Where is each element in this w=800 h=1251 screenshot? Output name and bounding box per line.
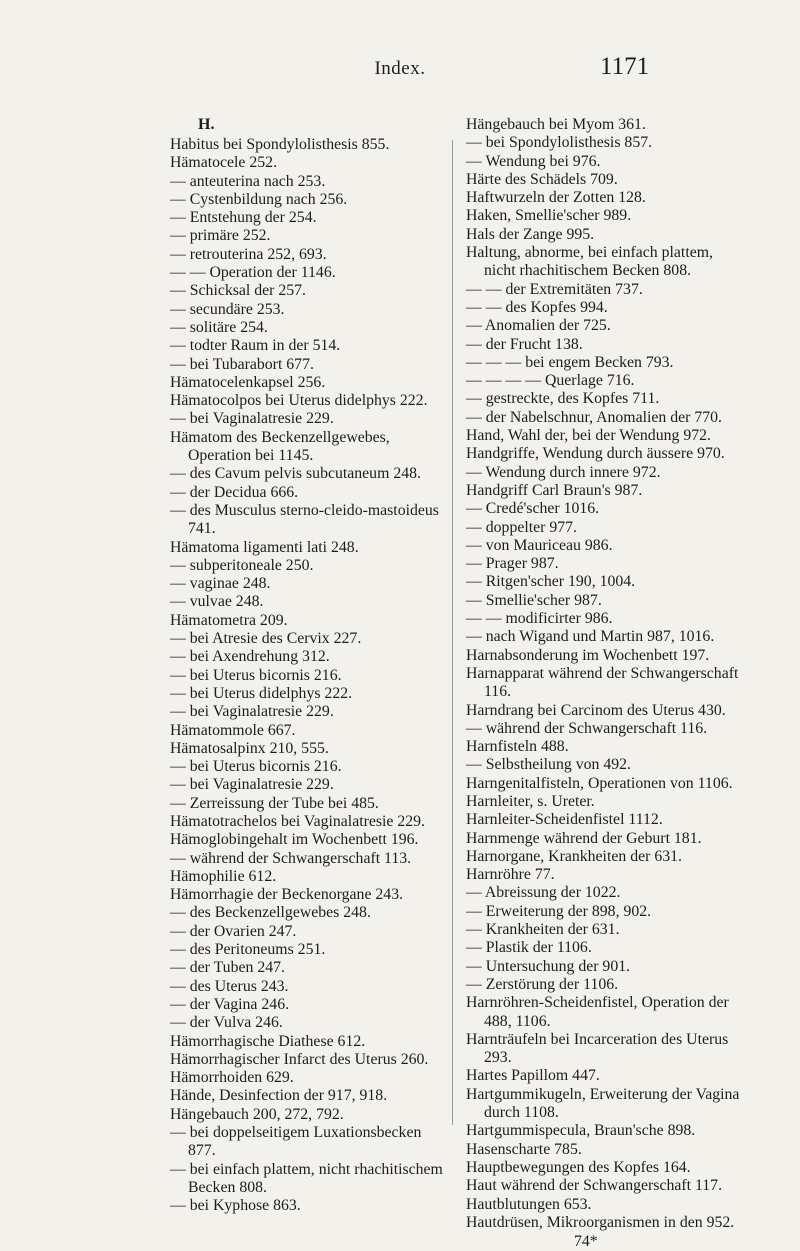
index-entry: Haltung, abnorme, bei einfach plattem, nicht rhachitischem Becken 808.: [466, 244, 713, 280]
index-entry: — der Ovarien 247.: [170, 922, 297, 940]
index-entry: — — — — Querlage 716.: [466, 372, 635, 390]
index-entry: — secundäre 253.: [170, 300, 285, 318]
running-header-title: Index.: [374, 58, 426, 79]
index-entry: — bei Uterus bicornis 216.: [170, 758, 342, 776]
index-entry: — bei Spondylolisthesis 857.: [466, 134, 653, 152]
index-entry: — des Peritoneums 251.: [170, 941, 326, 959]
index-entry: — bei Kyphose 863.: [170, 1197, 301, 1215]
index-entry: — Zerstörung der 1106.: [466, 975, 619, 993]
index-entry: Harnröhre 77.: [466, 866, 555, 884]
index-entry: — Anomalien der 725.: [466, 317, 611, 335]
index-entry: Hals der Zange 995.: [466, 225, 595, 243]
index-entry: Haken, Smellie'scher 989.: [466, 207, 632, 225]
index-entry: — des Uterus 243.: [170, 977, 289, 995]
index-entry: Harndrang bei Carcinom des Uterus 430.: [466, 701, 726, 719]
index-entry: Hämorrhoiden 629.: [170, 1069, 294, 1087]
index-entry: — Credé'scher 1016.: [466, 500, 600, 518]
index-column-right: [466, 116, 746, 1251]
index-entry: Härte des Schädels 709.: [466, 170, 618, 188]
index-entry: Hartgummikugeln, Erweiterung der Vagina durch 1108.: [466, 1085, 740, 1122]
signature-mark: 74*: [574, 1233, 598, 1251]
index-entry: Hämatom des Beckenzellgewebes, Operation bei 1145.: [170, 428, 390, 465]
index-entry: Hängebauch 200, 272, 792.: [170, 1105, 344, 1123]
index-entry: Harnträufeln bei Incarceration des Uterus 293.: [466, 1030, 729, 1067]
index-entry: — bei Vaginalatresie 229.: [170, 776, 334, 794]
page-number: 1171: [600, 53, 650, 80]
index-entry: — Selbstheilung von 492.: [466, 756, 631, 774]
index-entry: — Entstehung der 254.: [170, 209, 317, 227]
index-entry: — der Vulva 246.: [170, 1014, 283, 1032]
index-entry: — Zerreissung der Tube bei 485.: [170, 794, 379, 812]
index-entry: — gestreckte, des Kopfes 711.: [466, 390, 660, 408]
index-entry: — — Operation der 1146.: [170, 264, 336, 282]
index-entry: Harnleiter, s. Ureter.: [466, 792, 595, 810]
index-entry: Harnröhren-Scheidenfistel, Operation der 488, 1106.: [466, 994, 729, 1030]
index-entry: — Cystenbildung nach 256.: [170, 190, 348, 208]
index-entry: Harnorgane, Krankheiten der 631.: [466, 847, 682, 865]
index-entry: — — — bei engem Becken 793.: [466, 353, 674, 371]
index-entry: — Krankheiten der 631.: [466, 921, 620, 939]
index-entry: — todter Raum in der 514.: [170, 337, 341, 355]
index-entry: — Untersuchung der 901.: [466, 957, 631, 975]
index-entry: Haftwurzeln der Zotten 128.: [466, 189, 646, 207]
index-entry: Hämatocele 252.: [170, 154, 278, 172]
index-entry: Harngenitalfisteln, Operationen von 1106.: [466, 774, 733, 792]
index-entry: — — des Kopfes 994.: [466, 298, 608, 316]
index-entry: Harnapparat während der Schwangerschaft 116.: [466, 664, 739, 701]
index-entry: — vulvae 248.: [170, 593, 264, 611]
index-entry: Hämatoma ligamenti lati 248.: [170, 538, 359, 556]
index-entry: — Erweiterung der 898, 902.: [466, 902, 652, 920]
index-entry: Harnabsonderung im Wochenbett 197.: [466, 646, 710, 664]
index-entry: Hämoglobingehalt im Wochenbett 196.: [170, 831, 419, 849]
index-entry: — bei einfach plattem, nicht rhachitischem Becken 808.: [170, 1160, 443, 1196]
index-entry: Hartes Papillom 447.: [466, 1067, 600, 1085]
index-entry: Harnfisteln 488.: [466, 738, 569, 756]
index-entry: — Wendung bei 976.: [466, 152, 601, 170]
index-entry: — der Vagina 246.: [170, 995, 290, 1013]
index-entry: Hasenscharte 785.: [466, 1140, 582, 1158]
index-entry: Hand, Wahl der, bei der Wendung 972.: [466, 427, 711, 445]
index-column-left: [170, 136, 445, 1216]
index-entry: — des Musculus sterno-cleido-mastoideus 741.: [170, 501, 439, 538]
index-entry: Hämatocolpos bei Uterus didelphys 222.: [170, 392, 428, 410]
index-entry: Hautdrüsen, Mikroorganismen in den 952.: [466, 1213, 735, 1231]
index-entry: — retrouterina 252, 693.: [170, 245, 327, 263]
index-entry: — bei Uterus didelphys 222.: [170, 684, 353, 702]
index-entry: — — modificirter 986.: [466, 610, 613, 628]
index-entry: — nach Wigand und Martin 987, 1016.: [466, 628, 715, 646]
index-entry: Harnleiter-Scheidenfistel 1112.: [466, 811, 663, 829]
index-entry: — primäre 252.: [170, 227, 271, 245]
index-entry: — anteuterina nach 253.: [170, 172, 326, 190]
index-entry: — der Decidua 666.: [170, 483, 299, 501]
index-entry: — subperitoneale 250.: [170, 556, 314, 574]
index-entry: — bei Tubarabort 677.: [170, 355, 314, 373]
index-entry: Hämorrhagie der Beckenorgane 243.: [170, 886, 404, 904]
index-entry: — Wendung durch innere 972.: [466, 463, 661, 481]
index-entry: — der Frucht 138.: [466, 335, 583, 353]
index-entry: Hämatocelenkapsel 256.: [170, 373, 326, 391]
index-entry: — Plastik der 1106.: [466, 939, 592, 957]
index-entry: Hämatosalpinx 210, 555.: [170, 739, 329, 757]
index-entry: — vaginae 248.: [170, 575, 271, 593]
index-entry: Harnmenge während der Geburt 181.: [466, 829, 702, 847]
index-entry: Hämorrhagische Diathese 612.: [170, 1032, 366, 1050]
index-entry: — Abreissung der 1022.: [466, 884, 621, 902]
index-entry: Habitus bei Spondylolisthesis 855.: [170, 136, 390, 153]
index-entry: — doppelter 977.: [466, 518, 577, 536]
index-entry: Haut während der Schwangerschaft 117.: [466, 1177, 723, 1195]
index-entry: Hämorrhagischer Infarct des Uterus 260.: [170, 1050, 429, 1068]
index-entry: — Ritgen'scher 190, 1004.: [466, 573, 636, 591]
index-entry: Hämatotrachelos bei Vaginalatresie 229.: [170, 812, 426, 830]
index-entry: Hängebauch bei Myom 361.: [466, 116, 646, 133]
index-entry: — des Cavum pelvis subcutaneum 248.: [170, 465, 421, 483]
index-entry: — der Nabelschnur, Anomalien der 770.: [466, 408, 722, 426]
index-entry: — bei Uterus bicornis 216.: [170, 666, 342, 684]
index-entry: — Prager 987.: [466, 555, 559, 573]
index-entry: — bei Vaginalatresie 229.: [170, 410, 334, 428]
index-entry: — während der Schwangerschaft 116.: [466, 719, 708, 737]
index-entry: — von Mauriceau 986.: [466, 536, 613, 554]
index-entry: Hämophilie 612.: [170, 867, 277, 885]
index-entry: — Schicksal der 257.: [170, 282, 307, 300]
section-letter: H.: [198, 116, 215, 133]
right-column-entries: [466, 116, 746, 1232]
index-entry: Hartgummispecula, Braun'sche 898.: [466, 1122, 696, 1140]
index-entry: — solitäre 254.: [170, 318, 268, 336]
index-entry: Hautblutungen 653.: [466, 1195, 592, 1213]
index-entry: Hauptbewegungen des Kopfes 164.: [466, 1158, 691, 1176]
index-entry: — bei Vaginalatresie 229.: [170, 703, 334, 721]
index-entry: Handgriff Carl Braun's 987.: [466, 481, 643, 499]
index-entry: — während der Schwangerschaft 113.: [170, 849, 412, 867]
index-entry: — bei Atresie des Cervix 227.: [170, 630, 362, 648]
index-entry: — bei doppelseitigem Luxationsbecken 877.: [170, 1124, 422, 1160]
index-entry: — Smellie'scher 987.: [466, 591, 602, 609]
index-entry: Handgriffe, Wendung durch äussere 970.: [466, 445, 725, 463]
index-entry: — des Beckenzellgewebes 248.: [170, 904, 371, 922]
index-entry: — bei Axendrehung 312.: [170, 648, 330, 666]
index-entry: Hände, Desinfection der 917, 918.: [170, 1087, 388, 1105]
column-divider: [452, 140, 453, 1125]
index-entry: Hämatommole 667.: [170, 721, 296, 739]
index-entry: — der Tuben 247.: [170, 959, 285, 977]
index-entry: — — der Extremitäten 737.: [466, 280, 643, 298]
index-entry: Hämatometra 209.: [170, 611, 288, 629]
